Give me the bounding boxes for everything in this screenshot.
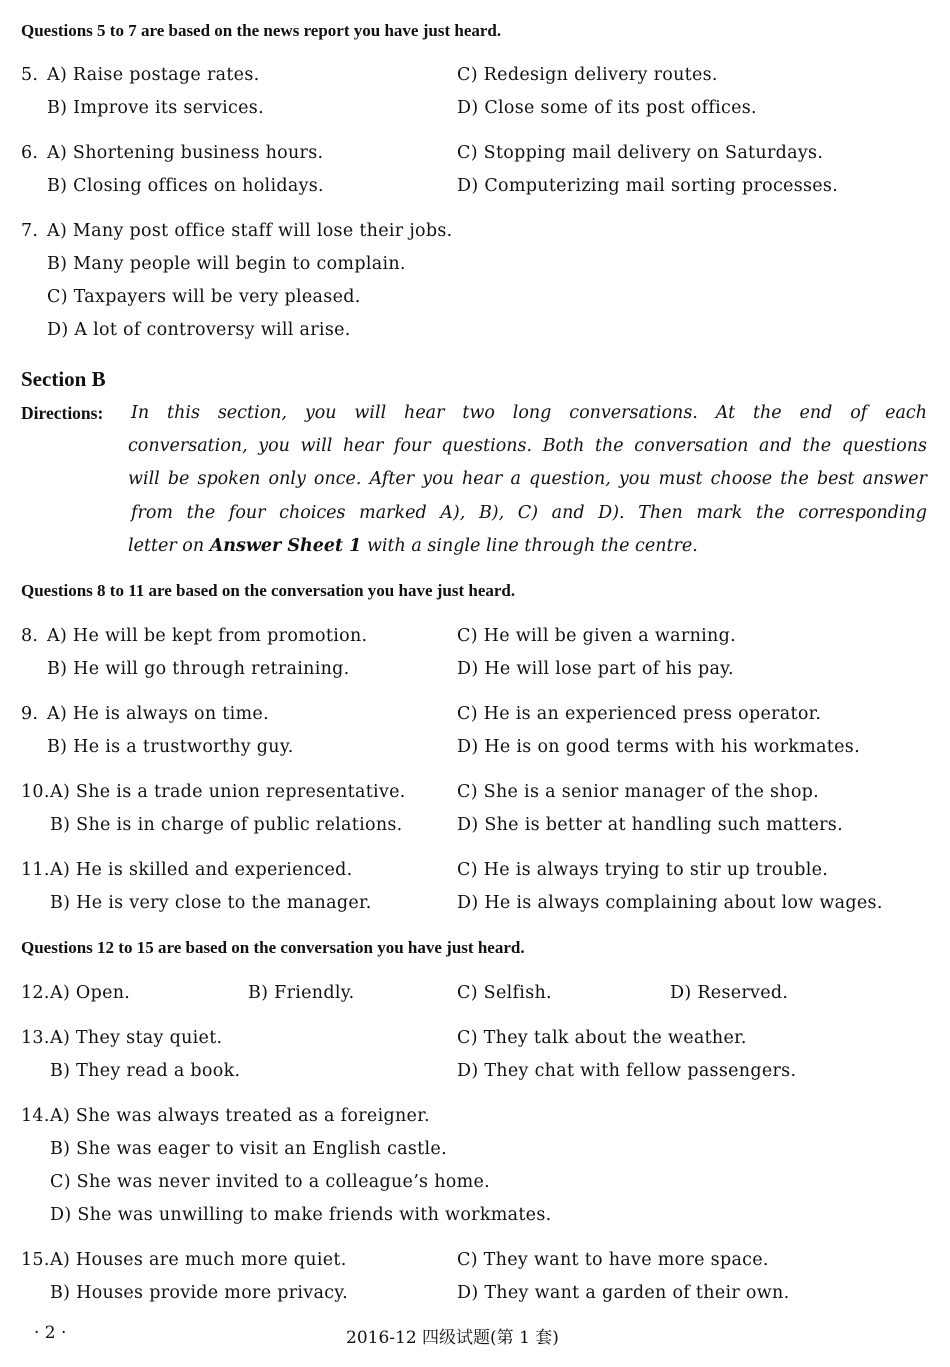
q15-option-b: B) Houses provide more privacy. — [50, 1283, 349, 1303]
q13-option-a: A) They stay quiet. — [50, 1028, 223, 1048]
q13-option-d: D) They chat with fellow passengers. — [457, 1061, 797, 1081]
q9-option-a: A) He is always on time. — [47, 704, 269, 724]
q8-option-b: B) He will go through retraining. — [47, 659, 350, 679]
section-b-title: Section B — [21, 367, 106, 391]
q15-option-a: A) Houses are much more quiet. — [50, 1250, 347, 1270]
q12-option-d: D) Reserved. — [670, 983, 789, 1003]
q11-option-d: D) He is always complaining about low wages. — [457, 893, 883, 913]
q7-option-a: A) Many post office staff will lose their jobs. — [47, 221, 453, 241]
q11-option-a: A) He is skilled and experienced. — [50, 860, 353, 880]
directions-line-5 — [128, 536, 927, 556]
footer-title: 2016-12 四级试题(第 1 套) — [346, 1328, 559, 1348]
q6-option-b: B) Closing offices on holidays. — [47, 176, 324, 196]
directions-line-1: In this section, you will hear two long conversations. At the end of each — [131, 403, 927, 423]
q7-option-b: B) Many people will begin to complain. — [47, 254, 406, 274]
q10-option-c: C) She is a senior manager of the shop. — [457, 782, 820, 802]
q10-option-d: D) She is better at handling such matters. — [457, 815, 843, 835]
q8-option-d: D) He will lose part of his pay. — [457, 659, 734, 679]
q13-number: 13. — [21, 1028, 50, 1048]
q14-option-b: B) She was eager to visit an English castle. — [50, 1139, 447, 1159]
q11-option-c: C) He is always trying to stir up trouble. — [457, 860, 829, 880]
q5-option-b: B) Improve its services. — [47, 98, 264, 118]
q9-option-c: C) He is an experienced press operator. — [457, 704, 822, 724]
questions-5-7-heading: Questions 5 to 7 are based on the news report you have just heard. — [21, 21, 502, 40]
q6-option-d: D) Computerizing mail sorting processes. — [457, 176, 839, 196]
q13-option-b: B) They read a book. — [50, 1061, 241, 1081]
q5-option-c: C) Redesign delivery routes. — [457, 65, 718, 85]
q5-option-a: A) Raise postage rates. — [47, 65, 260, 85]
q6-number: 6. — [21, 143, 39, 163]
q5-number: 5. — [21, 65, 39, 85]
directions-line-4: from the four choices marked A), B), C) and D). Then mark the corresponding — [131, 503, 927, 523]
directions-line-3: will be spoken only once. After you hear a question, you must choose the best answer — [128, 469, 927, 489]
q5-option-d: D) Close some of its post offices. — [457, 98, 757, 118]
q6-option-c: C) Stopping mail delivery on Saturdays. — [457, 143, 824, 163]
q12-option-b: B) Friendly. — [248, 983, 355, 1003]
q11-option-b: B) He is very close to the manager. — [50, 893, 372, 913]
q12-option-c: C) Selfish. — [457, 983, 552, 1003]
q12-number: 12. — [21, 983, 50, 1003]
q12-option-a: A) Open. — [50, 983, 131, 1003]
q15-option-d: D) They want a garden of their own. — [457, 1283, 790, 1303]
q7-number: 7. — [21, 221, 39, 241]
q6-option-a: A) Shortening business hours. — [47, 143, 324, 163]
q13-option-c: C) They talk about the weather. — [457, 1028, 747, 1048]
q9-number: 9. — [21, 704, 39, 724]
q7-option-c: C) Taxpayers will be very pleased. — [47, 287, 361, 307]
q14-number: 14. — [21, 1106, 50, 1126]
q10-option-b: B) She is in charge of public relations. — [50, 815, 403, 835]
page-number: · 2 · — [34, 1323, 67, 1343]
q10-option-a: A) She is a trade union representative. — [50, 782, 406, 802]
q10-number: 10. — [21, 782, 50, 802]
q15-number: 15. — [21, 1250, 50, 1270]
q15-option-c: C) They want to have more space. — [457, 1250, 769, 1270]
questions-8-11-heading: Questions 8 to 11 are based on the conversation you have just heard. — [21, 581, 516, 600]
directions-line-2: conversation, you will hear four questions. Both the conversation and the questions — [128, 436, 927, 456]
directions-last-prefix: letter on — [128, 536, 205, 556]
directions-last-suffix: with a single line through the centre. — [366, 536, 698, 556]
q9-option-d: D) He is on good terms with his workmates. — [457, 737, 860, 757]
answer-sheet-reference: Answer Sheet 1 — [209, 536, 362, 556]
q7-option-d: D) A lot of controversy will arise. — [47, 320, 351, 340]
q8-number: 8. — [21, 626, 39, 646]
q8-option-c: C) He will be given a warning. — [457, 626, 736, 646]
questions-12-15-heading: Questions 12 to 15 are based on the conversation you have just heard. — [21, 938, 525, 957]
q11-number: 11. — [21, 860, 50, 880]
directions-label: Directions: — [21, 403, 104, 423]
q14-option-d: D) She was unwilling to make friends with workmates. — [50, 1205, 552, 1225]
q14-option-a: A) She was always treated as a foreigner. — [50, 1106, 430, 1126]
q9-option-b: B) He is a trustworthy guy. — [47, 737, 294, 757]
q8-option-a: A) He will be kept from promotion. — [47, 626, 368, 646]
q14-option-c: C) She was never invited to a colleague’s home. — [50, 1172, 491, 1192]
